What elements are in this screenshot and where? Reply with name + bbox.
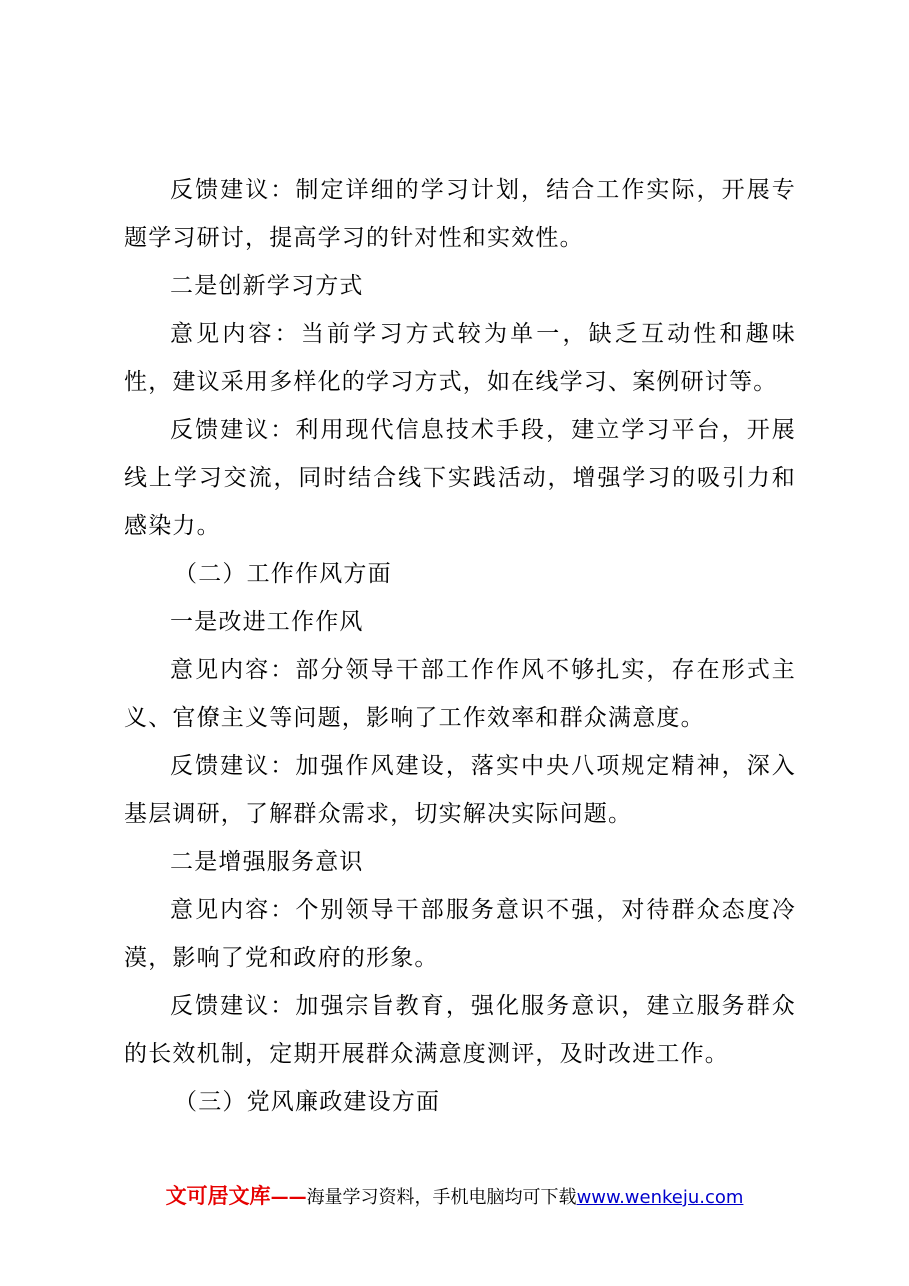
document-body xyxy=(124,166,796,1126)
paragraph-improve-work-style: 一是改进工作作风 xyxy=(170,609,364,635)
section-heading-work-style: （二）工作作风方面 xyxy=(174,561,392,587)
footer-slogan: 海量学习资料，手机电脑均可下载 xyxy=(306,1187,577,1208)
paragraph-feedback-service: 反馈建议：加强宗旨教育，强化服务意识，建立服务群众的长效机制，定期开展群众满意度测评，及时改进工作。 xyxy=(124,993,796,1067)
footer-banner xyxy=(0,1180,909,1214)
footer-dash: —— xyxy=(270,1187,307,1208)
paragraph-opinion-work-style: 意见内容：部分领导干部工作作风不够扎实，存在形式主义、官僚主义等问题，影响了工作效率和群众满意度。 xyxy=(124,657,796,731)
paragraph-feedback-study-plan: 反馈建议：制定详细的学习计划，结合工作实际，开展专题学习研讨，提高学习的针对性和实效性。 xyxy=(124,177,796,251)
footer-brand: 文可居文库 xyxy=(165,1184,271,1208)
paragraph-feedback-work-style: 反馈建议：加强作风建设，落实中央八项规定精神，深入基层调研，了解群众需求，切实解决实际问题。 xyxy=(124,753,796,827)
footer-site-link[interactable]: www.wenkeju.com xyxy=(576,1187,744,1208)
paragraph-service-awareness: 二是增强服务意识 xyxy=(170,849,364,875)
section-heading-integrity: （三）党风廉政建设方面 xyxy=(174,1089,441,1115)
paragraph-opinion-service: 意见内容：个别领导干部服务意识不强，对待群众态度冷漠，影响了党和政府的形象。 xyxy=(124,897,796,971)
paragraph-opinion-study-method: 意见内容：当前学习方式较为单一，缺乏互动性和趣味性，建议采用多样化的学习方式，如在线学习、案例研讨等。 xyxy=(124,321,796,395)
paragraph-feedback-study-platform: 反馈建议：利用现代信息技术手段，建立学习平台，开展线上学习交流，同时结合线下实践活动，增强学习的吸引力和感染力。 xyxy=(124,417,796,539)
paragraph-innovate-study-method: 二是创新学习方式 xyxy=(170,273,364,299)
